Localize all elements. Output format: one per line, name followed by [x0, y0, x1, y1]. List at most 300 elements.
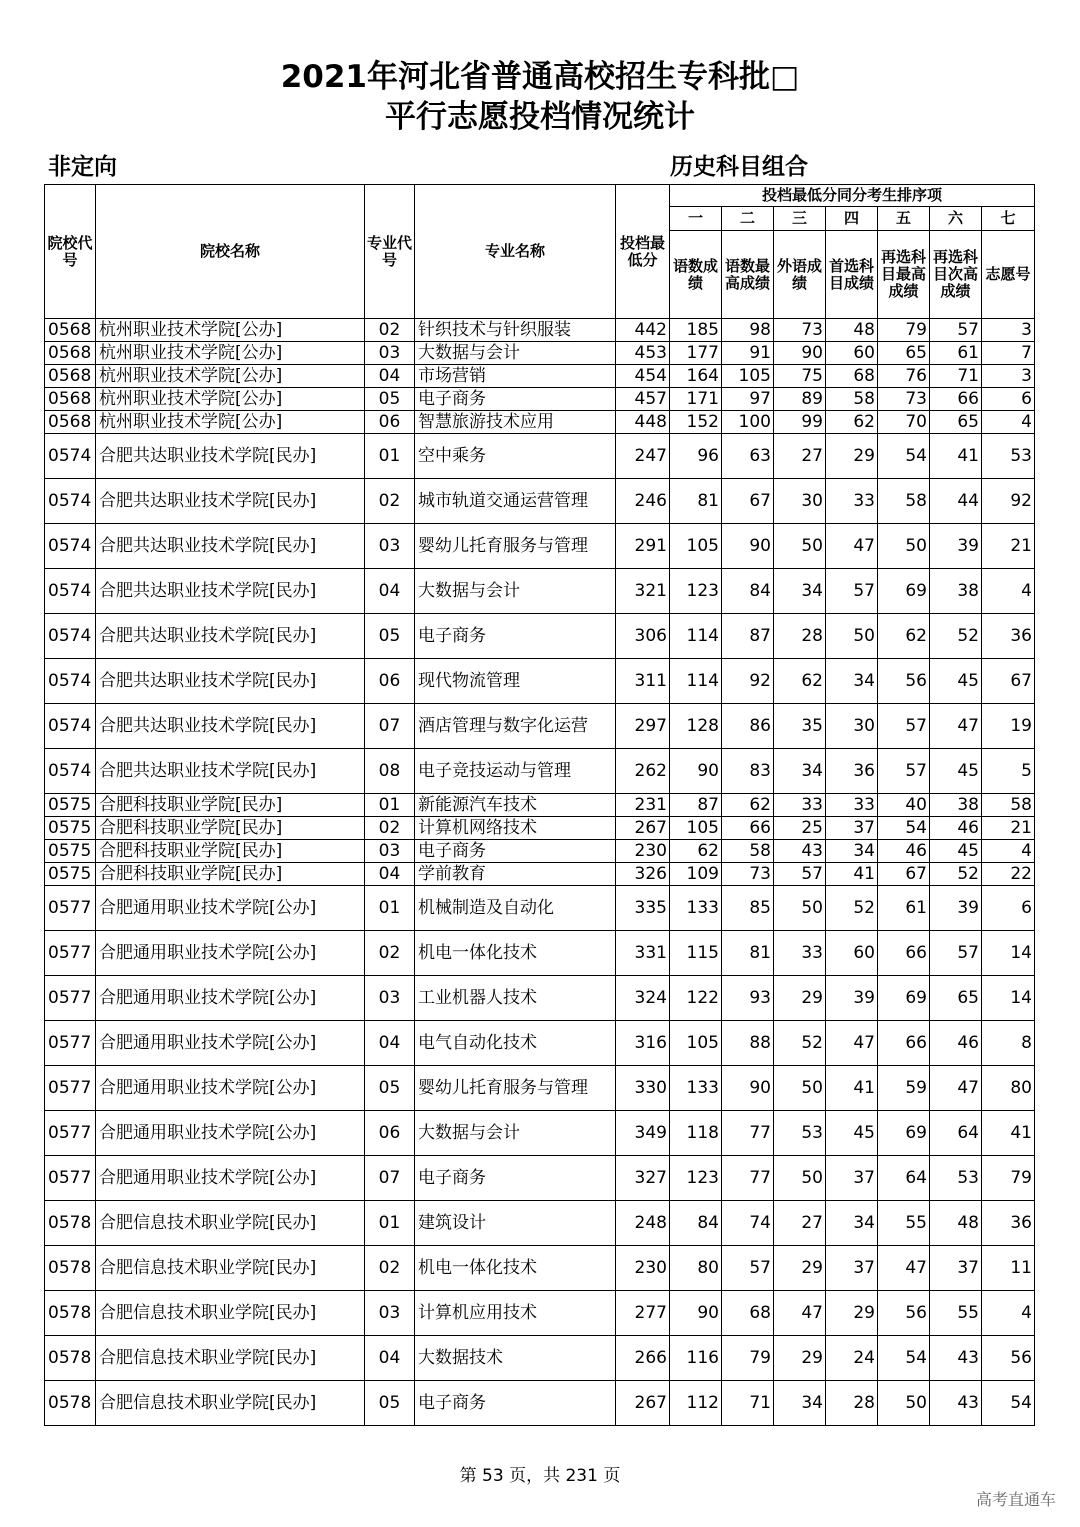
- cell-major-name: 空中乘务: [415, 434, 616, 479]
- cell-chinese-math-max: 63: [722, 434, 774, 479]
- cell-preference-no: 21: [982, 817, 1035, 840]
- cell-chinese-math: 185: [670, 319, 722, 342]
- table-row: [45, 1336, 1035, 1381]
- cell-preference-no: 36: [982, 614, 1035, 659]
- page-footer: 第 53 页，共 231 页: [459, 1466, 621, 1486]
- table-row: [45, 704, 1035, 749]
- cell-min-score: 267: [616, 817, 670, 840]
- cell-preference-no: 14: [982, 931, 1035, 976]
- cell-first-subject: 52: [826, 886, 878, 931]
- cell-second-subject-max: 46: [878, 840, 930, 863]
- cell-major-code: 02: [365, 931, 415, 976]
- cell-first-subject: 30: [826, 704, 878, 749]
- cell-chinese-math-max: 62: [722, 794, 774, 817]
- cell-second-subject-max: 57: [878, 704, 930, 749]
- cell-second-subject-max: 54: [878, 817, 930, 840]
- cell-first-subject: 48: [826, 319, 878, 342]
- cell-chinese-math-max: 83: [722, 749, 774, 794]
- cell-major-code: 01: [365, 886, 415, 931]
- cell-school-code: 0568: [45, 388, 96, 411]
- cell-school-code: 0577: [45, 1111, 96, 1156]
- cell-chinese-math: 80: [670, 1246, 722, 1291]
- cell-school-name: 合肥共达职业技术学院[民办]: [96, 569, 365, 614]
- cell-second-subject-max: 62: [878, 614, 930, 659]
- cell-second-subject-next: 52: [930, 863, 982, 886]
- header-major-code: 专业代号: [365, 185, 415, 319]
- cell-foreign-lang: 50: [774, 524, 826, 569]
- cell-chinese-math: 115: [670, 931, 722, 976]
- cell-school-code: 0577: [45, 1066, 96, 1111]
- cell-second-subject-max: 40: [878, 794, 930, 817]
- cell-major-code: 03: [365, 976, 415, 1021]
- table-row: [45, 976, 1035, 1021]
- cell-school-code: 0578: [45, 1336, 96, 1381]
- cell-second-subject-max: 64: [878, 1156, 930, 1201]
- cell-second-subject-next: 65: [930, 976, 982, 1021]
- cell-major-name: 计算机应用技术: [415, 1291, 616, 1336]
- cell-foreign-lang: 47: [774, 1291, 826, 1336]
- cell-major-code: 01: [365, 1201, 415, 1246]
- cell-major-code: 05: [365, 388, 415, 411]
- cell-second-subject-next: 45: [930, 840, 982, 863]
- cell-chinese-math-max: 85: [722, 886, 774, 931]
- cell-major-name: 智慧旅游技术应用: [415, 411, 616, 434]
- header-sub-5: 再选科目最高成绩: [878, 231, 930, 319]
- cell-school-code: 0574: [45, 614, 96, 659]
- cell-major-code: 04: [365, 569, 415, 614]
- table-row: [45, 569, 1035, 614]
- cell-first-subject: 60: [826, 931, 878, 976]
- cell-school-code: 0578: [45, 1291, 96, 1336]
- cell-second-subject-max: 69: [878, 569, 930, 614]
- cell-foreign-lang: 50: [774, 886, 826, 931]
- cell-second-subject-next: 57: [930, 931, 982, 976]
- cell-preference-no: 54: [982, 1381, 1035, 1426]
- cell-school-name: 合肥共达职业技术学院[民办]: [96, 704, 365, 749]
- cell-foreign-lang: 29: [774, 1246, 826, 1291]
- cell-chinese-math-max: 71: [722, 1381, 774, 1426]
- cell-chinese-math-max: 98: [722, 319, 774, 342]
- cell-min-score: 331: [616, 931, 670, 976]
- cell-first-subject: 34: [826, 1201, 878, 1246]
- cell-min-score: 246: [616, 479, 670, 524]
- header-sub-7: 志愿号: [982, 231, 1035, 319]
- cell-major-name: 计算机网络技术: [415, 817, 616, 840]
- cell-foreign-lang: 50: [774, 1066, 826, 1111]
- cell-school-code: 0574: [45, 569, 96, 614]
- cell-second-subject-max: 56: [878, 659, 930, 704]
- cell-chinese-math: 133: [670, 1066, 722, 1111]
- admission-table: [44, 184, 1035, 1426]
- cell-major-name: 机电一体化技术: [415, 1246, 616, 1291]
- cell-chinese-math-max: 77: [722, 1111, 774, 1156]
- cell-second-subject-max: 73: [878, 388, 930, 411]
- table-row: [45, 659, 1035, 704]
- cell-chinese-math-max: 58: [722, 840, 774, 863]
- watermark: 高考直通车: [975, 1490, 1056, 1509]
- cell-first-subject: 68: [826, 365, 878, 388]
- cell-preference-no: 79: [982, 1156, 1035, 1201]
- cell-second-subject-next: 43: [930, 1336, 982, 1381]
- cell-chinese-math: 109: [670, 863, 722, 886]
- cell-major-code: 06: [365, 659, 415, 704]
- cell-chinese-math-max: 91: [722, 342, 774, 365]
- cell-min-score: 324: [616, 976, 670, 1021]
- cell-chinese-math-max: 86: [722, 704, 774, 749]
- cell-major-code: 04: [365, 1021, 415, 1066]
- cell-foreign-lang: 29: [774, 1336, 826, 1381]
- cell-chinese-math: 87: [670, 794, 722, 817]
- cell-preference-no: 14: [982, 976, 1035, 1021]
- cell-preference-no: 4: [982, 840, 1035, 863]
- table-row: [45, 434, 1035, 479]
- cell-major-code: 03: [365, 342, 415, 365]
- cell-chinese-math: 105: [670, 1021, 722, 1066]
- cell-major-name: 现代物流管理: [415, 659, 616, 704]
- cell-major-name: 电子商务: [415, 1381, 616, 1426]
- cell-preference-no: 6: [982, 886, 1035, 931]
- cell-foreign-lang: 53: [774, 1111, 826, 1156]
- cell-first-subject: 47: [826, 1021, 878, 1066]
- table-row: [45, 840, 1035, 863]
- cell-school-name: 合肥科技职业学院[民办]: [96, 794, 365, 817]
- cell-school-code: 0575: [45, 817, 96, 840]
- cell-major-name: 机械制造及自动化: [415, 886, 616, 931]
- cell-second-subject-next: 41: [930, 434, 982, 479]
- cell-major-code: 05: [365, 1066, 415, 1111]
- table-row: [45, 1201, 1035, 1246]
- cell-preference-no: 8: [982, 1021, 1035, 1066]
- cell-second-subject-next: 48: [930, 1201, 982, 1246]
- cell-second-subject-max: 57: [878, 749, 930, 794]
- cell-major-code: 04: [365, 1336, 415, 1381]
- cell-foreign-lang: 34: [774, 569, 826, 614]
- cell-second-subject-max: 66: [878, 931, 930, 976]
- cell-major-name: 电子商务: [415, 614, 616, 659]
- cell-major-name: 新能源汽车技术: [415, 794, 616, 817]
- cell-first-subject: 39: [826, 976, 878, 1021]
- cell-major-name: 建筑设计: [415, 1201, 616, 1246]
- cell-chinese-math-max: 97: [722, 388, 774, 411]
- cell-foreign-lang: 25: [774, 817, 826, 840]
- cell-major-code: 06: [365, 411, 415, 434]
- cell-second-subject-max: 76: [878, 365, 930, 388]
- cell-preference-no: 58: [982, 794, 1035, 817]
- header-major-name: 专业名称: [415, 185, 616, 319]
- cell-school-name: 合肥共达职业技术学院[民办]: [96, 434, 365, 479]
- cell-major-code: 04: [365, 863, 415, 886]
- cell-preference-no: 21: [982, 524, 1035, 569]
- cell-min-score: 448: [616, 411, 670, 434]
- cell-second-subject-next: 45: [930, 659, 982, 704]
- cell-second-subject-max: 55: [878, 1201, 930, 1246]
- cell-school-name: 杭州职业技术学院[公办]: [96, 365, 365, 388]
- cell-min-score: 231: [616, 794, 670, 817]
- cell-second-subject-next: 47: [930, 1066, 982, 1111]
- header-rank-1: 一: [670, 207, 722, 231]
- cell-foreign-lang: 33: [774, 931, 826, 976]
- cell-school-name: 合肥科技职业学院[民办]: [96, 863, 365, 886]
- cell-school-code: 0577: [45, 1021, 96, 1066]
- cell-school-name: 合肥通用职业技术学院[公办]: [96, 1156, 365, 1201]
- cell-foreign-lang: 35: [774, 704, 826, 749]
- table-row: [45, 388, 1035, 411]
- cell-foreign-lang: 62: [774, 659, 826, 704]
- cell-school-name: 合肥通用职业技术学院[公办]: [96, 886, 365, 931]
- cell-school-code: 0574: [45, 749, 96, 794]
- cell-major-name: 婴幼儿托育服务与管理: [415, 524, 616, 569]
- table-row: [45, 1156, 1035, 1201]
- cell-min-score: 327: [616, 1156, 670, 1201]
- cell-school-name: 合肥共达职业技术学院[民办]: [96, 749, 365, 794]
- cell-chinese-math: 171: [670, 388, 722, 411]
- cell-second-subject-next: 46: [930, 1021, 982, 1066]
- page-subtitle: 平行志愿投档情况统计: [385, 99, 695, 135]
- cell-chinese-math: 81: [670, 479, 722, 524]
- cell-major-code: 05: [365, 1381, 415, 1426]
- cell-foreign-lang: 27: [774, 434, 826, 479]
- cell-school-name: 合肥信息技术职业学院[民办]: [96, 1336, 365, 1381]
- cell-second-subject-max: 56: [878, 1291, 930, 1336]
- cell-preference-no: 92: [982, 479, 1035, 524]
- cell-chinese-math-max: 100: [722, 411, 774, 434]
- cell-school-code: 0574: [45, 659, 96, 704]
- cell-foreign-lang: 43: [774, 840, 826, 863]
- cell-second-subject-max: 59: [878, 1066, 930, 1111]
- cell-foreign-lang: 57: [774, 863, 826, 886]
- table-row: [45, 319, 1035, 342]
- cell-second-subject-max: 58: [878, 479, 930, 524]
- cell-school-code: 0577: [45, 931, 96, 976]
- cell-school-name: 合肥科技职业学院[民办]: [96, 840, 365, 863]
- cell-min-score: 321: [616, 569, 670, 614]
- cell-second-subject-next: 39: [930, 886, 982, 931]
- cell-chinese-math-max: 77: [722, 1156, 774, 1201]
- cell-school-name: 合肥通用职业技术学院[公办]: [96, 1021, 365, 1066]
- cell-foreign-lang: 28: [774, 614, 826, 659]
- cell-chinese-math-max: 84: [722, 569, 774, 614]
- table-row: [45, 614, 1035, 659]
- cell-chinese-math-max: 74: [722, 1201, 774, 1246]
- cell-min-score: 306: [616, 614, 670, 659]
- cell-school-name: 合肥通用职业技术学院[公办]: [96, 1111, 365, 1156]
- cell-school-name: 合肥通用职业技术学院[公办]: [96, 931, 365, 976]
- cell-second-subject-next: 66: [930, 388, 982, 411]
- cell-chinese-math-max: 90: [722, 524, 774, 569]
- cell-chinese-math: 118: [670, 1111, 722, 1156]
- cell-major-code: 01: [365, 794, 415, 817]
- cell-foreign-lang: 52: [774, 1021, 826, 1066]
- cell-school-code: 0577: [45, 886, 96, 931]
- cell-chinese-math: 177: [670, 342, 722, 365]
- cell-major-code: 05: [365, 614, 415, 659]
- table-row: [45, 886, 1035, 931]
- cell-first-subject: 41: [826, 863, 878, 886]
- cell-school-name: 杭州职业技术学院[公办]: [96, 342, 365, 365]
- cell-major-name: 大数据与会计: [415, 342, 616, 365]
- cell-min-score: 230: [616, 840, 670, 863]
- cell-preference-no: 6: [982, 388, 1035, 411]
- cell-foreign-lang: 73: [774, 319, 826, 342]
- cell-chinese-math: 105: [670, 524, 722, 569]
- cell-second-subject-max: 47: [878, 1246, 930, 1291]
- cell-school-code: 0568: [45, 342, 96, 365]
- cell-second-subject-next: 38: [930, 569, 982, 614]
- cell-second-subject-max: 69: [878, 1111, 930, 1156]
- cell-foreign-lang: 34: [774, 749, 826, 794]
- cell-chinese-math: 62: [670, 840, 722, 863]
- table-row: [45, 365, 1035, 388]
- cell-preference-no: 41: [982, 1111, 1035, 1156]
- cell-major-name: 婴幼儿托育服务与管理: [415, 1066, 616, 1111]
- cell-school-name: 合肥信息技术职业学院[民办]: [96, 1246, 365, 1291]
- cell-major-code: 08: [365, 749, 415, 794]
- cell-preference-no: 4: [982, 1291, 1035, 1336]
- cell-major-name: 电子商务: [415, 388, 616, 411]
- cell-second-subject-next: 55: [930, 1291, 982, 1336]
- cell-school-name: 合肥共达职业技术学院[民办]: [96, 659, 365, 704]
- cell-second-subject-next: 37: [930, 1246, 982, 1291]
- cell-first-subject: 28: [826, 1381, 878, 1426]
- subject-combination-label: 历史科目组合: [670, 154, 808, 180]
- cell-preference-no: 7: [982, 342, 1035, 365]
- cell-chinese-math-max: 66: [722, 817, 774, 840]
- cell-major-name: 针织技术与针织服装: [415, 319, 616, 342]
- header-sub-3: 外语成绩: [774, 231, 826, 319]
- cell-first-subject: 57: [826, 569, 878, 614]
- cell-second-subject-next: 61: [930, 342, 982, 365]
- cell-first-subject: 58: [826, 388, 878, 411]
- table-row: [45, 1291, 1035, 1336]
- cell-second-subject-next: 57: [930, 319, 982, 342]
- cell-preference-no: 4: [982, 569, 1035, 614]
- cell-major-code: 06: [365, 1111, 415, 1156]
- cell-second-subject-max: 70: [878, 411, 930, 434]
- cell-major-code: 02: [365, 817, 415, 840]
- cell-preference-no: 67: [982, 659, 1035, 704]
- cell-chinese-math-max: 88: [722, 1021, 774, 1066]
- cell-foreign-lang: 33: [774, 794, 826, 817]
- header-rank-6: 六: [930, 207, 982, 231]
- cell-foreign-lang: 34: [774, 1381, 826, 1426]
- cell-second-subject-next: 38: [930, 794, 982, 817]
- cell-major-code: 02: [365, 319, 415, 342]
- cell-school-name: 合肥信息技术职业学院[民办]: [96, 1201, 365, 1246]
- cell-second-subject-next: 43: [930, 1381, 982, 1426]
- cell-first-subject: 37: [826, 1246, 878, 1291]
- cell-preference-no: 80: [982, 1066, 1035, 1111]
- header-school-code: 院校代号: [45, 185, 96, 319]
- cell-chinese-math: 90: [670, 1291, 722, 1336]
- header-rank-3: 三: [774, 207, 826, 231]
- cell-chinese-math-max: 68: [722, 1291, 774, 1336]
- cell-school-code: 0574: [45, 704, 96, 749]
- cell-second-subject-next: 47: [930, 704, 982, 749]
- cell-min-score: 335: [616, 886, 670, 931]
- cell-school-name: 合肥通用职业技术学院[公办]: [96, 1066, 365, 1111]
- cell-chinese-math: 96: [670, 434, 722, 479]
- cell-major-name: 电气自动化技术: [415, 1021, 616, 1066]
- cell-second-subject-next: 44: [930, 479, 982, 524]
- cell-first-subject: 37: [826, 1156, 878, 1201]
- cell-school-name: 合肥信息技术职业学院[民办]: [96, 1381, 365, 1426]
- cell-preference-no: 5: [982, 749, 1035, 794]
- cell-second-subject-next: 53: [930, 1156, 982, 1201]
- cell-first-subject: 41: [826, 1066, 878, 1111]
- cell-min-score: 266: [616, 1336, 670, 1381]
- cell-major-code: 03: [365, 524, 415, 569]
- cell-major-code: 02: [365, 479, 415, 524]
- cell-preference-no: 19: [982, 704, 1035, 749]
- cell-preference-no: 3: [982, 319, 1035, 342]
- cell-major-name: 机电一体化技术: [415, 931, 616, 976]
- cell-major-code: 03: [365, 1291, 415, 1336]
- cell-first-subject: 33: [826, 794, 878, 817]
- cell-preference-no: 36: [982, 1201, 1035, 1246]
- cell-second-subject-max: 50: [878, 1381, 930, 1426]
- header-sub-4: 首选科目成绩: [826, 231, 878, 319]
- cell-school-code: 0575: [45, 863, 96, 886]
- cell-second-subject-next: 45: [930, 749, 982, 794]
- cell-min-score: 248: [616, 1201, 670, 1246]
- cell-second-subject-next: 71: [930, 365, 982, 388]
- cell-school-code: 0578: [45, 1246, 96, 1291]
- cell-first-subject: 33: [826, 479, 878, 524]
- cell-min-score: 442: [616, 319, 670, 342]
- cell-chinese-math: 116: [670, 1336, 722, 1381]
- header-rank-4: 四: [826, 207, 878, 231]
- cell-chinese-math-max: 79: [722, 1336, 774, 1381]
- cell-major-name: 电子商务: [415, 840, 616, 863]
- header-rank-5: 五: [878, 207, 930, 231]
- header-tiebreak-group: 投档最低分同分考生排序项: [670, 185, 1035, 207]
- cell-chinese-math-max: 87: [722, 614, 774, 659]
- cell-preference-no: 3: [982, 365, 1035, 388]
- cell-chinese-math-max: 90: [722, 1066, 774, 1111]
- cell-first-subject: 60: [826, 342, 878, 365]
- cell-min-score: 326: [616, 863, 670, 886]
- cell-chinese-math-max: 73: [722, 863, 774, 886]
- cell-school-code: 0575: [45, 840, 96, 863]
- cell-major-code: 01: [365, 434, 415, 479]
- cell-chinese-math-max: 67: [722, 479, 774, 524]
- cell-first-subject: 62: [826, 411, 878, 434]
- cell-foreign-lang: 29: [774, 976, 826, 1021]
- cell-school-code: 0578: [45, 1381, 96, 1426]
- cell-second-subject-next: 46: [930, 817, 982, 840]
- cell-min-score: 247: [616, 434, 670, 479]
- cell-chinese-math: 114: [670, 614, 722, 659]
- cell-foreign-lang: 50: [774, 1156, 826, 1201]
- cell-foreign-lang: 30: [774, 479, 826, 524]
- cell-foreign-lang: 27: [774, 1201, 826, 1246]
- cell-min-score: 453: [616, 342, 670, 365]
- cell-school-code: 0575: [45, 794, 96, 817]
- cell-chinese-math: 112: [670, 1381, 722, 1426]
- cell-chinese-math: 84: [670, 1201, 722, 1246]
- table-row: [45, 1111, 1035, 1156]
- cell-chinese-math: 114: [670, 659, 722, 704]
- cell-chinese-math: 152: [670, 411, 722, 434]
- cell-major-name: 大数据与会计: [415, 1111, 616, 1156]
- cell-major-code: 07: [365, 704, 415, 749]
- cell-first-subject: 36: [826, 749, 878, 794]
- cell-min-score: 316: [616, 1021, 670, 1066]
- header-min-score: 投档最低分: [616, 185, 670, 319]
- cell-chinese-math: 123: [670, 569, 722, 614]
- header-sub-1: 语数成绩: [670, 231, 722, 319]
- cell-first-subject: 50: [826, 614, 878, 659]
